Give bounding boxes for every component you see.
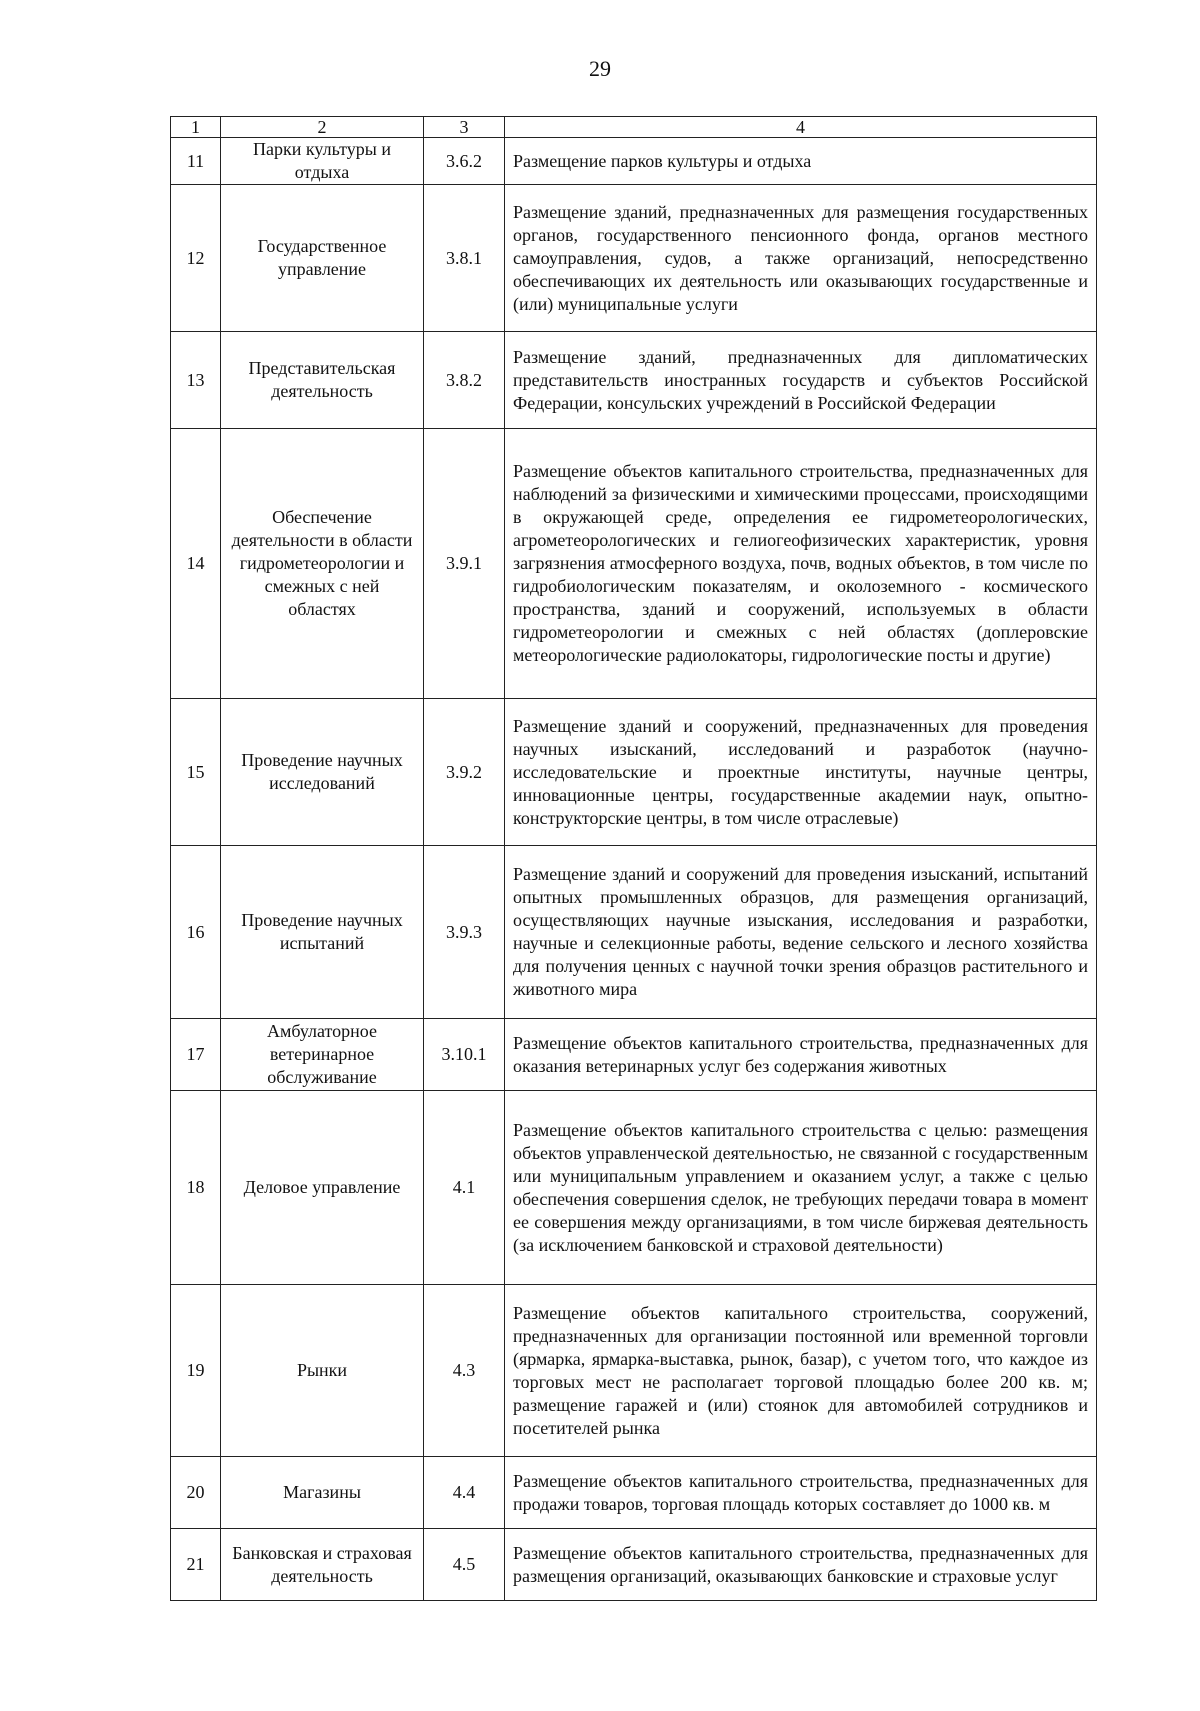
- use-type-name: Деловое управление: [221, 1091, 424, 1285]
- use-type-description: Размещение объектов капитального строительства с целью: размещения объектов управленческой деятельностью, не связанной с государственным или муниципальным управлением и оказанием услуг, а также с целью обеспечения совершения сделок, не требующих передачи товара в момент ее совершения между организациями, в том числе биржевая деятельность (за исключением банковской и страховой деятельности): [505, 1091, 1097, 1285]
- header-col-3: 3: [424, 117, 505, 138]
- row-number: 17: [171, 1019, 221, 1091]
- use-type-name: Амбулаторное ветеринарное обслуживание: [221, 1019, 424, 1091]
- table-row: [171, 429, 1097, 699]
- use-type-code: 3.8.2: [424, 332, 505, 429]
- table-row: [171, 185, 1097, 332]
- row-number: 19: [171, 1285, 221, 1457]
- table-row: [171, 1285, 1097, 1457]
- table-row: [171, 138, 1097, 185]
- header-col-1: 1: [171, 117, 221, 138]
- header-col-2: 2: [221, 117, 424, 138]
- row-number: 14: [171, 429, 221, 699]
- row-number: 18: [171, 1091, 221, 1285]
- header-col-4: 4: [505, 117, 1097, 138]
- use-type-name: Государственное управление: [221, 185, 424, 332]
- land-use-table: [170, 116, 1097, 1601]
- use-type-description: Размещение объектов капитального строительства, предназначенных для оказания ветеринарных услуг без содержания животных: [505, 1019, 1097, 1091]
- row-number: 16: [171, 846, 221, 1019]
- use-type-name: Проведение научных испытаний: [221, 846, 424, 1019]
- use-type-description: Размещение зданий и сооружений, предназначенных для проведения научных изысканий, исследований и разработок (научно-исследовательские и проектные институты, научные центры, инновационные центры, государственные академии наук, опытно-конструкторские центры, в том числе отраслевые): [505, 699, 1097, 846]
- use-type-description: Размещение зданий и сооружений для проведения изысканий, испытаний опытных промышленных образцов, для размещения организаций, осуществляющих научные изыскания, исследования и разработки, научные и селекционные работы, ведение сельского и лесного хозяйства для получения ценных с научной точки зрения образцов растительного и животного мира: [505, 846, 1097, 1019]
- use-type-name: Рынки: [221, 1285, 424, 1457]
- row-number: 15: [171, 699, 221, 846]
- row-number: 13: [171, 332, 221, 429]
- row-number: 12: [171, 185, 221, 332]
- use-type-code: 3.8.1: [424, 185, 505, 332]
- table-row: [171, 1091, 1097, 1285]
- use-type-description: Размещение объектов капитального строительства, сооружений, предназначенных для организации постоянной или временной торговли (ярмарка, ярмарка-выставка, рынок, базар), с учетом того, что каждое из торговых мест не располагает торговой площадью более 200 кв. м; размещение гаражей и (или) стоянок для автомобилей сотрудников и посетителей рынка: [505, 1285, 1097, 1457]
- use-type-name: Парки культуры и отдыха: [221, 138, 424, 185]
- row-number: 21: [171, 1529, 221, 1601]
- use-type-description: Размещение объектов капитального строительства, предназначенных для продажи товаров, торговая площадь которых составляет до 1000 кв. м: [505, 1457, 1097, 1529]
- use-type-code: 4.3: [424, 1285, 505, 1457]
- use-type-code: 3.6.2: [424, 138, 505, 185]
- use-type-description: Размещение зданий, предназначенных для дипломатических представительств иностранных государств и субъектов Российской Федерации, консульских учреждений в Российской Федерации: [505, 332, 1097, 429]
- table-row: [171, 1529, 1097, 1601]
- table-row: [171, 1457, 1097, 1529]
- use-type-code: 3.10.1: [424, 1019, 505, 1091]
- use-type-code: 3.9.1: [424, 429, 505, 699]
- table-row: [171, 1019, 1097, 1091]
- use-type-description: Размещение парков культуры и отдыха: [505, 138, 1097, 185]
- use-type-code: 3.9.3: [424, 846, 505, 1019]
- use-type-description: Размещение объектов капитального строительства, предназначенных для наблюдений за физическими и химическими процессами, происходящими в окружающей среде, определения ее гидрометеорологических, агрометеорологических и гелиогеофизических характеристик, уровня загрязнения атмосферного воздуха, почв, водных объектов, в том числе по гидробиологическим показателям, и околоземного - космического пространства, зданий и сооружений, используемых в области гидрометеорологии и смежных с ней областях (доплеровские метеорологические радиолокаторы, гидрологические посты и другие): [505, 429, 1097, 699]
- use-type-code: 4.4: [424, 1457, 505, 1529]
- use-type-code: 4.1: [424, 1091, 505, 1285]
- use-type-description: Размещение зданий, предназначенных для размещения государственных органов, государственного пенсионного фонда, органов местного самоуправления, судов, а также организаций, непосредственно обеспечивающих их деятельность или оказывающих государственные и (или) муниципальные услуги: [505, 185, 1097, 332]
- table-row: [171, 699, 1097, 846]
- use-type-name: Обеспечение деятельности в области гидрометеорологии и смежных с ней областях: [221, 429, 424, 699]
- use-type-name: Банковская и страховая деятельность: [221, 1529, 424, 1601]
- page-number: 29: [589, 56, 611, 81]
- table-row: [171, 846, 1097, 1019]
- use-type-code: 3.9.2: [424, 699, 505, 846]
- header-row: [171, 117, 1097, 138]
- use-type-name: Магазины: [221, 1457, 424, 1529]
- use-type-name: Представительская деятельность: [221, 332, 424, 429]
- use-type-description: Размещение объектов капитального строительства, предназначенных для размещения организаций, оказывающих банковские и страховые услуг: [505, 1529, 1097, 1601]
- table-row: [171, 332, 1097, 429]
- use-type-code: 4.5: [424, 1529, 505, 1601]
- row-number: 11: [171, 138, 221, 185]
- row-number: 20: [171, 1457, 221, 1529]
- use-type-name: Проведение научных исследований: [221, 699, 424, 846]
